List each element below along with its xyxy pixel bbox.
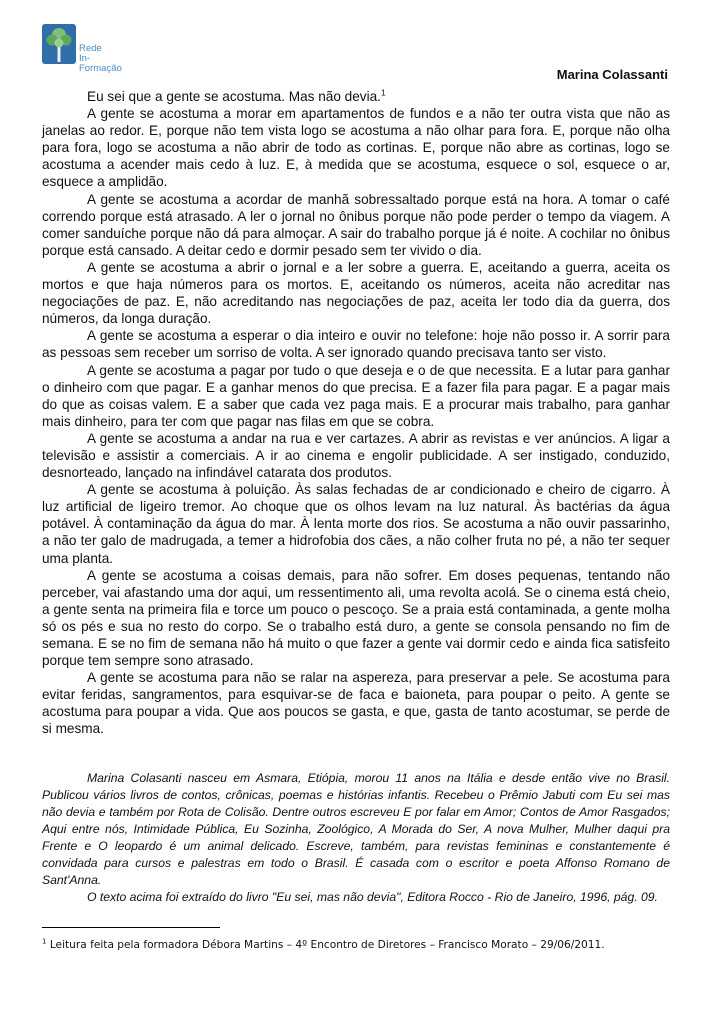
article-paragraph: A gente se acostuma a acordar de manhã sobressaltado porque está na hora. A tomar o café correndo porque está atrasado. A ler o jornal no ônibus porque não pode perder o tempo da viagem. A comer sanduíche porque não dá para almoçar. A sair do trabalho porque já é noite. A cochilar no ônibus porque está cansado. A deitar cedo e dormir pesado sem ter vivido o dia. <box>42 191 670 258</box>
opening-text: Eu sei que a gente se acostuma. Mas não devia. <box>87 89 381 104</box>
article-opening <box>42 88 670 105</box>
article-paragraph: A gente se acostuma a pagar por tudo o que deseja e o de que necessita. E a lutar para ganhar o dinheiro com que pagar. E a ganhar menos do que precisa. E a fazer fila para pagar. E a pagar mais do que as coisas valem. E a saber que cada vez paga mais. E a procurar mais trabalho, para ganhar mais dinheiro, para ter com que pagar nas filas em que se cobra. <box>42 362 670 429</box>
article-paragraph: A gente se acostuma a morar em apartamentos de fundos e a não ter outra vista que não as janelas ao redor. E, porque não tem vista logo se acostuma a não olhar para fora. E, porque não olha para fora, logo se acostuma a não abrir de todo as cortinas. E, porque não abre as cortinas, logo se acostuma a acender mais cedo à luz. E, à medida que se acostuma, esquece o sol, esquece o ar, esquece a amplidão. <box>42 106 670 190</box>
author-bio <box>42 770 670 906</box>
footnote-text: Leitura feita pela formadora Débora Martins – 4º Encontro de Diretores – Francisco Morato – 29/06/2011. <box>49 939 605 951</box>
logo-text-line2: In-Formação <box>79 53 122 74</box>
rede-in-formacao-logo <box>42 22 132 72</box>
source-citation: O texto acima foi extraído do livro "Eu sei, mas não devia", Editora Rocco - Rio de Janeiro, 1996, pág. 09. <box>87 890 658 904</box>
article-paragraph: A gente se acostuma a esperar o dia inteiro e ouvir no telefone: hoje não posso ir. A sorrir para as pessoas sem receber um sorriso de volta. A ser ignorado quando precisava tanto ser visto. <box>42 328 670 361</box>
author-name: Marina Colassanti <box>556 67 668 82</box>
logo-text <box>79 44 132 74</box>
footnote <box>42 938 682 952</box>
article-paragraph: A gente se acostuma à poluição. Às salas fechadas de ar condicionado e cheiro de cigarro. À luz artificial de ligeiro tremor. Ao choque que os olhos levam na luz natural. Às bactérias da água potável. À contaminação da água do mar. À lenta morte dos rios. Se acostuma a não ouvir passarinho, a não ter galo de madrugada, a temer a hidrofobia dos cães, a não colher fruta no pé, a não ter sequer uma planta. <box>42 482 670 566</box>
article-paragraph: A gente se acostuma para não se ralar na aspereza, para preservar a pele. Se acostuma para evitar feridas, sangramentos, para esquivar-se de faca e baioneta, para poupar o peito. A gente se acostuma para poupar a vida. Que aos poucos se gasta, e que, gasta de tanto acostumar, se perde de si mesma. <box>42 670 670 737</box>
article-body <box>42 88 670 738</box>
tree-logo-icon <box>42 22 76 66</box>
footnote-divider <box>42 927 220 928</box>
article-paragraph: A gente se acostuma a andar na rua e ver cartazes. A abrir as revistas e ver anúncios. A ligar a televisão e assistir a comerciais. A ir ao cinema e engolir publicidade. A ser instigado, conduzido, desnorteado, lançado na infindável catarata dos produtos. <box>42 430 670 481</box>
footnote-ref: 1 <box>380 87 386 98</box>
article-paragraph: A gente se acostuma a coisas demais, para não sofrer. Em doses pequenas, tentando não perceber, vai afastando uma dor aqui, um ressentimento ali, uma revolta acolá. Se o cinema está cheio, a gente senta na primeira fila e torce um pouco o pescoço. Se a praia está contaminada, a gente molha só os pés e sua no resto do corpo. Se o trabalho está duro, a gente se consola pensando no fim de semana. E se no fim de semana não há muito o que fazer a gente vai dormir cedo e ainda fica satisfeito porque tem sempre sono atrasado. <box>42 567 670 669</box>
article-paragraph: A gente se acostuma a abrir o jornal e a ler sobre a guerra. E, aceitando a guerra, aceita os mortos e que haja números para os mortos. E, aceitando os números, aceita não acreditar nas negociações de paz. E, não acreditando nas negociações de paz, aceita ler todo dia da guerra, dos números, da longa duração. <box>42 259 670 327</box>
logo-text-line1: Rede <box>79 43 102 54</box>
bio-paragraph: Marina Colasanti nasceu em Asmara, Etiópia, morou 11 anos na Itália e desde então vive no Brasil. Publicou vários livros de contos, crônicas, poemas e histórias infantis. Recebeu o Prêmio Jabuti com Eu sei mas não devia e também por Rota de Colisão. Dentre outros escreveu E por falar em Amor; Contos de Amor Rasgados; Aqui entre nós, Intimidade Pública, Eu Sozinha, Zoológico, A Morada do Ser, A nova Mulher, Mulher daqui pra Frente e O leopardo é um animal delicado. Escreve, também, para revistas femininas e constantemente é convidada para cursos e palestras em todo o Brasil. É casada com o escritor e poeta Affonso Romano de Sant'Anna. <box>42 771 670 887</box>
footnote-number: 1 <box>42 937 47 946</box>
